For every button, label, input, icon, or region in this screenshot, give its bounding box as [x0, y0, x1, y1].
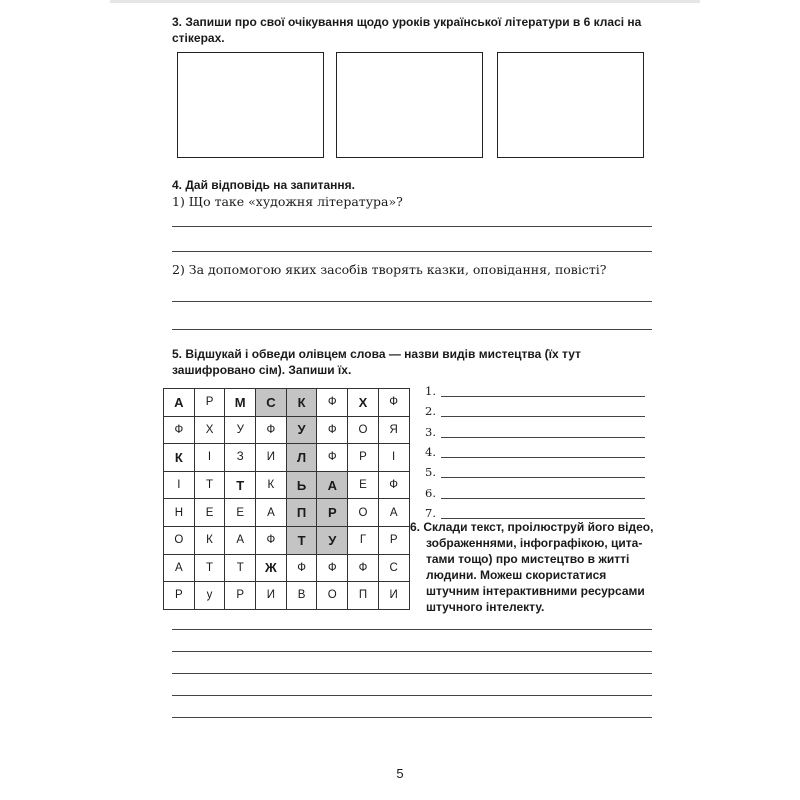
grid-row [164, 582, 410, 610]
answer-number: 5. [425, 465, 436, 480]
grid-cell[interactable]: Р [164, 582, 195, 610]
writing-line-2[interactable] [172, 651, 652, 652]
sticker-box-2[interactable] [336, 52, 483, 158]
task-6-line: 6. Склади текст, проілюструй його відео, [410, 520, 654, 534]
grid-cell[interactable]: Ф [256, 416, 287, 444]
grid-cell[interactable]: К [194, 526, 225, 554]
grid-cell[interactable]: Т [194, 554, 225, 582]
answer-line-q2-b[interactable] [172, 329, 652, 330]
task-6-line: тами тощо) про мистецтво в житті [426, 552, 630, 566]
grid-cell[interactable]: К [286, 389, 317, 417]
answer-line[interactable] [441, 457, 645, 458]
task-6-line: людини. Можеш скористатися [426, 568, 607, 582]
grid-cell[interactable]: А [164, 554, 195, 582]
grid-cell[interactable]: А [378, 499, 409, 527]
grid-row [164, 444, 410, 472]
grid-cell[interactable]: у [194, 582, 225, 610]
answer-number: 2. [425, 404, 436, 419]
grid-cell[interactable]: С [378, 554, 409, 582]
grid-cell[interactable]: И [378, 582, 409, 610]
grid-cell[interactable]: Р [194, 389, 225, 417]
grid-row [164, 416, 410, 444]
writing-line-5[interactable] [172, 717, 652, 718]
grid-cell[interactable]: С [256, 389, 287, 417]
grid-cell[interactable]: Ф [317, 444, 348, 472]
grid-cell[interactable]: Ж [256, 554, 287, 582]
grid-cell[interactable]: Р [317, 499, 348, 527]
answer-line[interactable] [441, 396, 645, 397]
question-2: 2) За допомогою яких засобів творять казки, оповідання, повісті? [172, 262, 607, 277]
grid-cell[interactable]: Р [348, 444, 379, 472]
grid-cell[interactable]: Ь [286, 471, 317, 499]
grid-cell[interactable]: Ф [317, 389, 348, 417]
task-6-line: штучного інтелекту. [426, 600, 545, 614]
page-number: 5 [396, 766, 404, 781]
grid-cell[interactable]: А [317, 471, 348, 499]
grid-cell[interactable]: Ф [164, 416, 195, 444]
grid-cell[interactable]: Г [348, 526, 379, 554]
writing-line-4[interactable] [172, 695, 652, 696]
grid-cell[interactable]: У [317, 526, 348, 554]
task-6-line: зображеннями, інфографікою, цита- [426, 536, 643, 550]
grid-cell[interactable]: Ф [317, 416, 348, 444]
grid-cell[interactable]: У [286, 416, 317, 444]
grid-cell[interactable]: Ф [378, 389, 409, 417]
grid-cell[interactable]: О [348, 499, 379, 527]
grid-cell[interactable]: В [286, 582, 317, 610]
grid-row [164, 471, 410, 499]
answer-number: 6. [425, 485, 436, 500]
task-6-line: штучним інтерактивними ресурсами [426, 584, 645, 598]
grid-cell[interactable]: Ф [378, 471, 409, 499]
answer-line[interactable] [441, 477, 645, 478]
grid-cell[interactable]: Ф [256, 526, 287, 554]
answer-line[interactable] [441, 518, 645, 519]
task-5-title: 5. Відшукай і обведи олівцем слова — назви видів мистецтва (їх тут зашифровано сім). Запиши їх. [172, 347, 581, 377]
answer-line[interactable] [441, 437, 645, 438]
grid-cell[interactable]: Х [194, 416, 225, 444]
grid-row [164, 499, 410, 527]
sticker-box-1[interactable] [177, 52, 324, 158]
grid-cell[interactable]: А [256, 499, 287, 527]
grid-cell[interactable]: Ф [317, 554, 348, 582]
grid-cell[interactable]: М [225, 389, 256, 417]
grid-cell[interactable]: И [256, 444, 287, 472]
grid-cell[interactable]: У [225, 416, 256, 444]
grid-row [164, 389, 410, 417]
grid-cell[interactable]: Ф [286, 554, 317, 582]
grid-cell[interactable]: І [164, 471, 195, 499]
question-1: 1) Що таке «художня література»? [172, 194, 403, 209]
grid-cell[interactable]: Т [286, 526, 317, 554]
grid-cell[interactable]: Т [225, 554, 256, 582]
grid-cell[interactable]: Х [348, 389, 379, 417]
answer-line-q1-b[interactable] [172, 251, 652, 252]
grid-cell[interactable]: К [256, 471, 287, 499]
task-3-title: 3. Запиши про свої очікування щодо уроків української літератури в 6 класі на стікерах. [172, 15, 642, 45]
sticker-box-3[interactable] [497, 52, 644, 158]
grid-cell[interactable]: П [348, 582, 379, 610]
grid-cell[interactable]: А [164, 389, 195, 417]
writing-line-1[interactable] [172, 629, 652, 630]
answer-line[interactable] [441, 416, 645, 417]
grid-cell[interactable]: І [378, 444, 409, 472]
grid-cell[interactable]: І [194, 444, 225, 472]
answer-line-q1-a[interactable] [172, 226, 652, 227]
grid-row [164, 554, 410, 582]
grid-cell[interactable]: К [164, 444, 195, 472]
grid-cell[interactable]: Р [225, 582, 256, 610]
answer-number: 1. [425, 384, 436, 398]
top-edge-rule [110, 0, 700, 3]
grid-cell[interactable]: Р [378, 526, 409, 554]
answer-line[interactable] [441, 498, 645, 499]
grid-cell[interactable]: Е [194, 499, 225, 527]
grid-cell[interactable]: Н [164, 499, 195, 527]
grid-row [164, 526, 410, 554]
grid-cell[interactable]: О [348, 416, 379, 444]
task-4-title: 4. Дай відповідь на запитання. [172, 178, 355, 192]
grid-cell[interactable]: И [256, 582, 287, 610]
answer-number: 4. [425, 444, 436, 459]
answer-number: 7. [425, 505, 436, 520]
grid-cell[interactable]: О [164, 526, 195, 554]
grid-cell[interactable]: Ф [348, 554, 379, 582]
answer-number: 3. [425, 424, 436, 439]
grid-cell[interactable]: А [225, 526, 256, 554]
writing-line-3[interactable] [172, 673, 652, 674]
word-search-grid[interactable] [163, 388, 410, 610]
grid-cell[interactable]: Е [348, 471, 379, 499]
grid-cell[interactable]: Т [225, 471, 256, 499]
grid-cell[interactable]: Я [378, 416, 409, 444]
grid-cell[interactable]: Л [286, 444, 317, 472]
answer-line-q2-a[interactable] [172, 301, 652, 302]
grid-cell[interactable]: Т [194, 471, 225, 499]
grid-cell[interactable]: О [317, 582, 348, 610]
grid-cell[interactable]: З [225, 444, 256, 472]
grid-cell[interactable]: П [286, 499, 317, 527]
grid-cell[interactable]: Е [225, 499, 256, 527]
